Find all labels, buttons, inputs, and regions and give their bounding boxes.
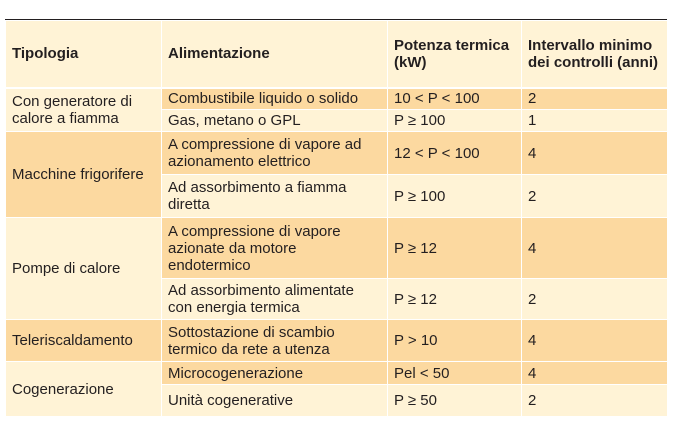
intervallo-cell: 4 (522, 218, 668, 279)
potenza-cell: P > 10 (388, 320, 522, 362)
tipologia-cell: Teleriscaldamento (6, 320, 162, 362)
intervallo-cell: 2 (522, 279, 668, 320)
potenza-cell: P ≥ 50 (388, 385, 522, 417)
alimentazione-cell: Gas, metano o GPL (162, 110, 388, 132)
header-row (6, 21, 668, 88)
alimentazione-cell: Sottostazione di scambio termico da rete a utenza (162, 320, 388, 362)
table-row (6, 218, 668, 279)
potenza-cell: P ≥ 100 (388, 175, 522, 218)
intervallo-cell: 2 (522, 88, 668, 110)
alimentazione-cell: A compressione di vapore ad azionamento elettrico (162, 132, 388, 175)
alimentazione-cell: Microcogenerazione (162, 362, 388, 385)
header-intervallo: Intervallo minimo dei controlli (anni) (522, 21, 668, 88)
header-alimentazione: Alimentazione (162, 21, 388, 88)
controls-table (5, 20, 668, 417)
header-tipologia: Tipologia (6, 21, 162, 88)
intervallo-cell: 1 (522, 110, 668, 132)
alimentazione-cell: A compressione di vapore azionate da motore endotermico (162, 218, 388, 279)
tipologia-cell: Con generatore di calore a fiamma (6, 88, 162, 132)
intervallo-cell: 2 (522, 175, 668, 218)
potenza-cell: 12 < P < 100 (388, 132, 522, 175)
potenza-cell: P ≥ 12 (388, 279, 522, 320)
tipologia-cell: Macchine frigorifere (6, 132, 162, 218)
intervallo-cell: 4 (522, 362, 668, 385)
alimentazione-cell: Ad assorbimento a fiamma diretta (162, 175, 388, 218)
table-row (6, 88, 668, 110)
table-row (6, 362, 668, 385)
tipologia-cell: Cogenerazione (6, 362, 162, 417)
header-potenza: Potenza termica (kW) (388, 21, 522, 88)
potenza-cell: 10 < P < 100 (388, 88, 522, 110)
tipologia-cell: Pompe di calore (6, 218, 162, 320)
alimentazione-cell: Unità cogenerative (162, 385, 388, 417)
controls-table-container (5, 20, 667, 418)
intervallo-cell: 4 (522, 320, 668, 362)
intervallo-cell: 2 (522, 385, 668, 417)
potenza-cell: P ≥ 12 (388, 218, 522, 279)
alimentazione-cell: Combustibile liquido o solido (162, 88, 388, 110)
table-row (6, 320, 668, 362)
potenza-cell: P ≥ 100 (388, 110, 522, 132)
intervallo-cell: 4 (522, 132, 668, 175)
alimentazione-cell: Ad assorbimento alimentate con energia termica (162, 279, 388, 320)
potenza-cell: Pel < 50 (388, 362, 522, 385)
table-row (6, 132, 668, 175)
